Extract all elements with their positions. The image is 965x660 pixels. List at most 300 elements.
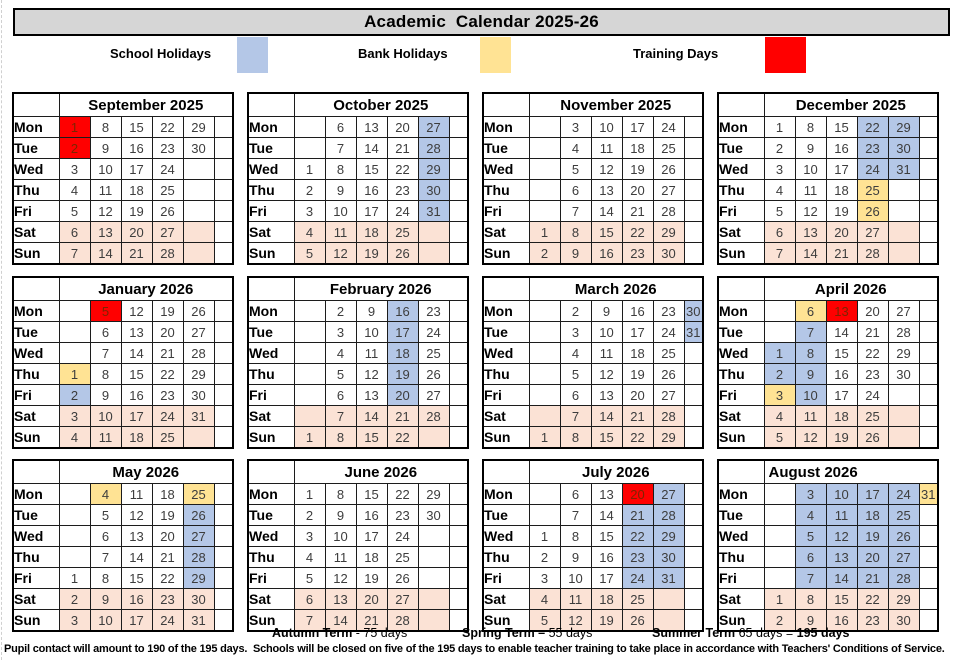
day-cell: 29 [888, 589, 919, 610]
day-cell: 8 [325, 484, 356, 505]
day-label: Sun [248, 427, 294, 449]
day-cell [684, 222, 703, 243]
day-cell: 22 [622, 526, 653, 547]
day-cell [418, 427, 449, 449]
day-label: Sat [13, 222, 59, 243]
day-label: Sat [248, 589, 294, 610]
day-cell [183, 159, 214, 180]
day-cell [418, 589, 449, 610]
day-cell [214, 343, 233, 364]
day-cell [919, 526, 938, 547]
day-cell: 26 [888, 526, 919, 547]
day-label: Wed [718, 159, 764, 180]
day-cell: 13 [795, 222, 826, 243]
day-cell: 7 [294, 610, 325, 632]
day-cell: 9 [560, 547, 591, 568]
day-label: Mon [248, 484, 294, 505]
day-cell [888, 222, 919, 243]
day-cell: 28 [888, 322, 919, 343]
day-cell [214, 505, 233, 526]
day-cell: 1 [59, 568, 90, 589]
day-cell: 4 [59, 427, 90, 449]
day-cell: 30 [418, 180, 449, 201]
day-cell [919, 243, 938, 265]
term-summary-text: 55 days [548, 626, 593, 640]
day-cell [529, 180, 560, 201]
month-header-corner [718, 277, 764, 301]
day-cell [919, 406, 938, 427]
day-label: Thu [248, 180, 294, 201]
day-cell: 15 [826, 589, 857, 610]
day-cell: 24 [857, 159, 888, 180]
day-cell: 12 [795, 427, 826, 449]
day-cell [59, 343, 90, 364]
day-cell: 18 [387, 343, 418, 364]
day-cell: 4 [325, 343, 356, 364]
day-cell: 27 [183, 526, 214, 547]
day-cell [684, 180, 703, 201]
day-cell [529, 138, 560, 159]
day-cell: 17 [121, 159, 152, 180]
day-cell [919, 322, 938, 343]
day-label: Mon [13, 301, 59, 322]
day-label: Sat [248, 406, 294, 427]
day-cell: 30 [183, 385, 214, 406]
day-cell: 12 [90, 201, 121, 222]
day-cell [684, 568, 703, 589]
day-label: Mon [248, 301, 294, 322]
day-cell: 19 [826, 201, 857, 222]
day-label: Fri [13, 385, 59, 406]
day-cell: 21 [152, 547, 183, 568]
day-label: Sat [483, 406, 529, 427]
day-cell: 30 [418, 505, 449, 526]
day-cell [919, 343, 938, 364]
day-cell: 6 [90, 526, 121, 547]
day-cell: 22 [857, 343, 888, 364]
month-december-2025 [717, 92, 939, 265]
day-label: Mon [718, 484, 764, 505]
day-label: Tue [718, 505, 764, 526]
day-cell: 16 [121, 385, 152, 406]
day-cell [888, 243, 919, 265]
day-cell: 29 [888, 343, 919, 364]
day-cell: 10 [90, 159, 121, 180]
day-label: Thu [718, 364, 764, 385]
day-cell: 10 [560, 568, 591, 589]
day-cell: 14 [121, 343, 152, 364]
day-cell: 24 [387, 526, 418, 547]
day-cell: 13 [591, 484, 622, 505]
day-cell: 8 [560, 427, 591, 449]
day-cell: 9 [795, 610, 826, 632]
day-cell [529, 159, 560, 180]
day-cell: 4 [90, 484, 121, 505]
day-cell [888, 385, 919, 406]
day-label: Fri [718, 385, 764, 406]
day-cell: 30 [183, 138, 214, 159]
month-january-2026 [12, 276, 234, 449]
day-cell: 10 [90, 406, 121, 427]
day-cell: 16 [826, 610, 857, 632]
day-label: Fri [248, 568, 294, 589]
day-label: Tue [483, 505, 529, 526]
day-cell: 3 [59, 610, 90, 632]
day-cell: 6 [560, 385, 591, 406]
day-cell: 7 [325, 406, 356, 427]
day-cell: 20 [622, 484, 653, 505]
day-cell: 24 [888, 484, 919, 505]
day-cell: 6 [294, 589, 325, 610]
day-cell: 11 [325, 547, 356, 568]
day-cell: 15 [121, 117, 152, 138]
day-cell: 19 [121, 201, 152, 222]
day-cell: 12 [560, 610, 591, 632]
day-cell: 6 [325, 385, 356, 406]
day-cell: 23 [152, 138, 183, 159]
day-cell: 1 [59, 364, 90, 385]
month-header-corner [248, 93, 294, 117]
day-cell: 29 [418, 159, 449, 180]
day-cell [888, 406, 919, 427]
day-cell: 16 [356, 180, 387, 201]
day-label: Wed [483, 526, 529, 547]
day-label: Fri [483, 385, 529, 406]
day-cell [529, 201, 560, 222]
day-label: Sun [718, 243, 764, 265]
day-cell: 2 [529, 243, 560, 265]
day-cell [449, 547, 468, 568]
day-cell: 13 [121, 526, 152, 547]
month-header-corner [718, 93, 764, 117]
day-cell: 5 [90, 505, 121, 526]
term-summary-text: Autumn Term [272, 626, 356, 640]
day-label: Wed [13, 159, 59, 180]
day-cell: 12 [325, 243, 356, 265]
day-cell: 23 [387, 505, 418, 526]
day-cell: 17 [121, 610, 152, 632]
day-cell: 3 [764, 159, 795, 180]
footer-note: Pupil contact will amount to 190 of the 195 days. Schools will be closed on five of the 195 days to enable teacher training to take place in accordance with Teachers' Conditions of Service. [4, 643, 945, 655]
day-label: Thu [13, 180, 59, 201]
day-cell: 14 [591, 505, 622, 526]
day-cell: 18 [826, 180, 857, 201]
term-summary-item [652, 626, 849, 640]
day-cell: 23 [152, 385, 183, 406]
day-cell: 2 [294, 505, 325, 526]
day-cell [214, 180, 233, 201]
day-cell [764, 526, 795, 547]
day-label: Tue [248, 505, 294, 526]
day-cell: 22 [152, 117, 183, 138]
day-cell: 24 [152, 159, 183, 180]
day-label: Tue [718, 138, 764, 159]
day-cell: 28 [418, 406, 449, 427]
day-cell: 18 [826, 406, 857, 427]
legend-label-bank-holidays: Bank Holidays [358, 46, 448, 61]
day-cell: 16 [387, 301, 418, 322]
day-cell [294, 301, 325, 322]
day-cell: 28 [387, 610, 418, 632]
day-cell [684, 589, 703, 610]
day-cell: 26 [622, 610, 653, 632]
day-cell [214, 117, 233, 138]
day-cell [449, 301, 468, 322]
day-label: Fri [718, 568, 764, 589]
day-cell [214, 222, 233, 243]
day-cell: 11 [826, 505, 857, 526]
day-cell: 4 [560, 343, 591, 364]
month-header-corner [13, 460, 59, 484]
day-cell: 17 [622, 322, 653, 343]
day-cell: 29 [888, 117, 919, 138]
day-cell: 27 [653, 385, 684, 406]
day-cell: 5 [90, 301, 121, 322]
day-label: Mon [483, 301, 529, 322]
day-cell: 1 [294, 159, 325, 180]
day-label: Tue [248, 138, 294, 159]
day-cell [418, 526, 449, 547]
day-cell: 6 [90, 322, 121, 343]
day-cell: 10 [795, 385, 826, 406]
day-cell [449, 201, 468, 222]
day-cell: 1 [764, 589, 795, 610]
day-cell: 21 [826, 243, 857, 265]
day-cell: 28 [857, 243, 888, 265]
day-cell: 3 [325, 322, 356, 343]
day-cell: 6 [59, 222, 90, 243]
day-cell: 25 [653, 343, 684, 364]
day-cell: 23 [387, 180, 418, 201]
day-cell: 23 [418, 301, 449, 322]
day-label: Fri [718, 201, 764, 222]
day-cell: 6 [560, 180, 591, 201]
day-cell: 11 [795, 180, 826, 201]
day-cell: 8 [795, 589, 826, 610]
day-cell [684, 243, 703, 265]
day-cell: 1 [764, 117, 795, 138]
legend-swatch-training-days [765, 37, 806, 73]
day-cell [294, 138, 325, 159]
day-cell: 22 [387, 484, 418, 505]
day-cell: 9 [325, 180, 356, 201]
day-cell: 2 [59, 385, 90, 406]
day-cell: 2 [764, 138, 795, 159]
day-cell: 20 [857, 301, 888, 322]
day-label: Wed [248, 343, 294, 364]
day-label: Sun [483, 610, 529, 632]
day-cell [684, 343, 703, 364]
day-cell: 10 [90, 610, 121, 632]
day-cell: 14 [591, 406, 622, 427]
day-label: Mon [13, 117, 59, 138]
month-october-2025 [247, 92, 469, 265]
day-cell: 12 [795, 201, 826, 222]
day-cell: 7 [90, 547, 121, 568]
day-cell [59, 547, 90, 568]
day-cell: 17 [826, 385, 857, 406]
day-cell: 21 [622, 505, 653, 526]
day-cell: 22 [152, 364, 183, 385]
day-cell: 23 [622, 547, 653, 568]
day-cell [59, 526, 90, 547]
day-cell: 12 [356, 364, 387, 385]
day-cell: 13 [356, 385, 387, 406]
day-cell [764, 301, 795, 322]
day-cell: 13 [90, 222, 121, 243]
day-cell: 9 [90, 385, 121, 406]
day-cell: 26 [857, 201, 888, 222]
month-title: January 2026 [59, 277, 233, 301]
day-cell [449, 364, 468, 385]
day-cell: 11 [121, 484, 152, 505]
day-cell [418, 547, 449, 568]
day-cell [684, 117, 703, 138]
day-cell: 30 [684, 301, 703, 322]
month-title: December 2025 [764, 93, 938, 117]
day-cell [764, 322, 795, 343]
day-cell: 20 [121, 222, 152, 243]
day-cell [764, 484, 795, 505]
month-september-2025 [12, 92, 234, 265]
term-summary-text: 65 days = [738, 626, 797, 640]
day-cell [449, 484, 468, 505]
day-cell [214, 385, 233, 406]
day-cell: 28 [183, 343, 214, 364]
day-cell: 30 [653, 243, 684, 265]
day-cell: 22 [622, 222, 653, 243]
day-cell [214, 526, 233, 547]
day-cell [214, 568, 233, 589]
day-cell: 2 [764, 610, 795, 632]
day-cell [214, 589, 233, 610]
day-label: Wed [248, 159, 294, 180]
day-label: Wed [718, 526, 764, 547]
day-cell [418, 222, 449, 243]
day-cell: 6 [764, 222, 795, 243]
day-cell: 3 [529, 568, 560, 589]
day-cell: 10 [325, 526, 356, 547]
day-cell [418, 568, 449, 589]
day-cell [183, 180, 214, 201]
month-title: March 2026 [529, 277, 703, 301]
day-cell [919, 159, 938, 180]
day-cell: 3 [59, 406, 90, 427]
day-cell [214, 406, 233, 427]
day-label: Tue [13, 138, 59, 159]
day-cell: 27 [387, 589, 418, 610]
day-cell: 5 [795, 526, 826, 547]
day-cell: 1 [529, 526, 560, 547]
day-cell [449, 505, 468, 526]
day-cell [294, 385, 325, 406]
day-cell: 5 [294, 243, 325, 265]
day-cell [919, 301, 938, 322]
day-cell: 9 [591, 301, 622, 322]
day-cell: 31 [888, 159, 919, 180]
month-header-corner [13, 93, 59, 117]
day-cell: 30 [888, 138, 919, 159]
day-cell [294, 364, 325, 385]
day-cell: 29 [653, 526, 684, 547]
day-cell: 3 [294, 201, 325, 222]
day-cell: 10 [591, 117, 622, 138]
day-cell: 22 [387, 427, 418, 449]
day-cell: 8 [90, 364, 121, 385]
day-cell: 13 [826, 547, 857, 568]
page-title: Academic Calendar 2025-26 [364, 12, 599, 31]
day-cell: 15 [591, 427, 622, 449]
month-april-2026 [717, 276, 939, 449]
day-cell: 27 [152, 222, 183, 243]
day-label: Sat [718, 222, 764, 243]
day-cell: 30 [653, 547, 684, 568]
day-label: Thu [483, 180, 529, 201]
day-cell [294, 343, 325, 364]
day-cell [449, 427, 468, 449]
month-july-2026 [482, 459, 704, 632]
day-cell: 17 [121, 406, 152, 427]
day-cell: 16 [591, 547, 622, 568]
day-cell: 13 [121, 322, 152, 343]
day-label: Sun [13, 427, 59, 449]
day-cell: 25 [152, 427, 183, 449]
day-cell: 9 [325, 505, 356, 526]
day-label: Tue [13, 322, 59, 343]
day-cell [183, 243, 214, 265]
day-label: Sun [248, 243, 294, 265]
day-cell [449, 159, 468, 180]
day-cell [529, 385, 560, 406]
day-cell [684, 427, 703, 449]
day-cell: 5 [325, 364, 356, 385]
day-cell [764, 547, 795, 568]
day-cell [214, 138, 233, 159]
day-cell: 13 [591, 385, 622, 406]
day-cell [919, 138, 938, 159]
day-cell: 12 [325, 568, 356, 589]
day-label: Thu [483, 364, 529, 385]
day-cell: 7 [795, 568, 826, 589]
day-cell [684, 385, 703, 406]
day-cell [59, 484, 90, 505]
day-cell: 2 [325, 301, 356, 322]
day-cell: 2 [294, 180, 325, 201]
day-cell [919, 589, 938, 610]
day-cell: 27 [653, 484, 684, 505]
day-cell [684, 547, 703, 568]
day-cell: 25 [857, 406, 888, 427]
day-cell [888, 201, 919, 222]
day-cell: 14 [826, 568, 857, 589]
day-cell [214, 427, 233, 449]
day-cell: 28 [653, 201, 684, 222]
legend-label-training-days: Training Days [633, 46, 719, 61]
day-cell [888, 427, 919, 449]
day-cell: 22 [857, 117, 888, 138]
day-cell: 22 [387, 159, 418, 180]
day-cell [449, 589, 468, 610]
day-cell: 2 [59, 589, 90, 610]
day-cell [529, 484, 560, 505]
day-cell: 27 [653, 180, 684, 201]
day-cell: 5 [59, 201, 90, 222]
day-cell: 13 [356, 117, 387, 138]
day-cell: 2 [764, 364, 795, 385]
day-label: Thu [718, 547, 764, 568]
day-cell: 21 [622, 406, 653, 427]
day-cell: 7 [795, 322, 826, 343]
